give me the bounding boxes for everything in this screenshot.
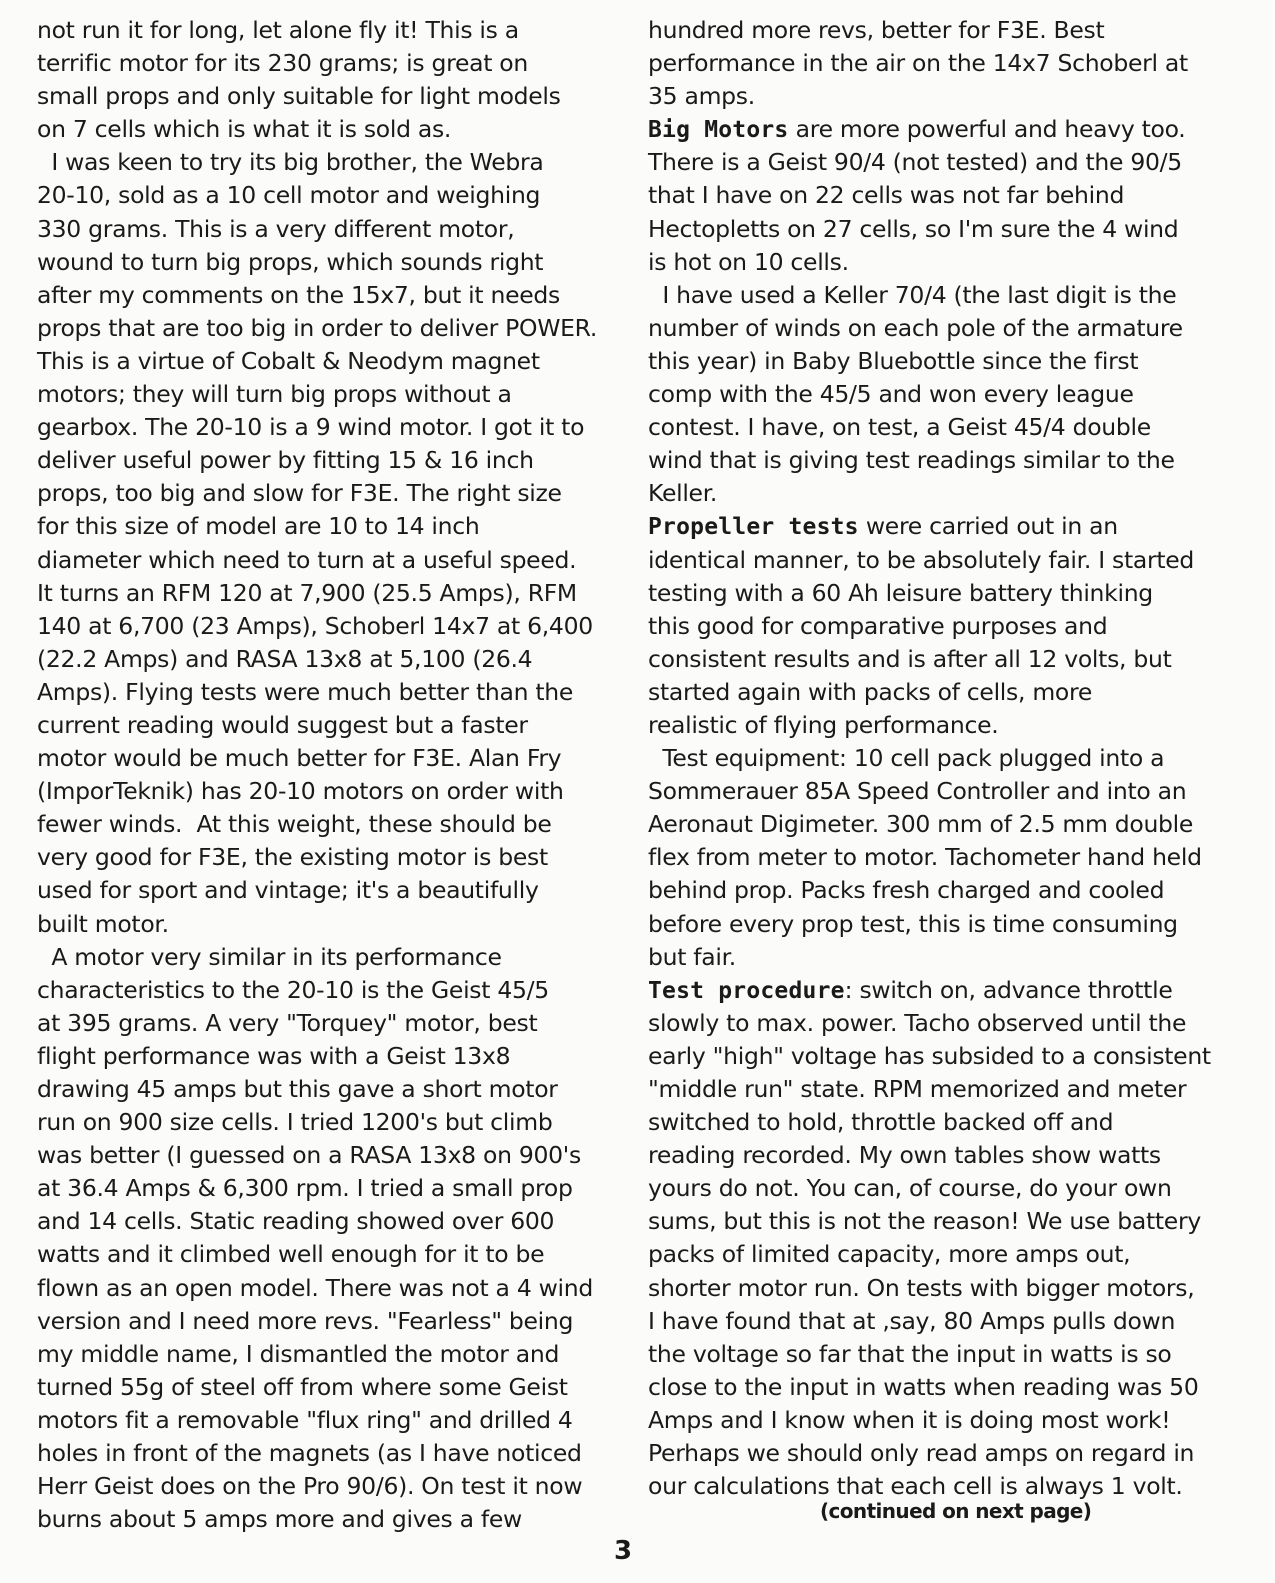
line-text: this good for comparative purposes and [648,611,1108,640]
text-line: and 14 cells. Static reading showed over 600 [37,1207,555,1236]
line-text: that I have on 22 cells was not far behind [648,181,1125,210]
left-column [37,14,612,1536]
line-text: are more powerful and heavy too. [788,115,1186,144]
text-line [648,477,1228,510]
text-line [648,808,1228,841]
line-text: Keller. [648,479,718,508]
text-line: props that are too big in order to deliver POWER. [37,313,598,342]
line-text: the voltage so far that the input in watts is so [648,1339,1172,1368]
text-line [648,742,1228,775]
line-text: reading recorded. My own tables show watts [648,1141,1161,1170]
text-line: motors fit a removable "flux ring" and drilled 4 [37,1405,573,1434]
section-heading-line [648,113,1228,146]
line-text: testing with a 60 Ah leisure battery thinking [648,578,1153,607]
text-line: on 7 cells which is what it is sold as. [37,115,452,144]
right-column [648,14,1228,1503]
text-line [648,941,1228,974]
text-line [648,47,1228,80]
line-text: realistic of flying performance. [648,710,999,739]
text-line: flight performance was with a Geist 13x8 [37,1041,511,1070]
line-text: but fair. [648,942,736,971]
text-line [648,544,1228,577]
text-line: version and I need more revs. "Fearless" being [37,1306,574,1335]
line-text: yours do not. You can, of course, do your own [648,1174,1172,1203]
text-line: not run it for long, let alone fly it! This is a [37,16,519,44]
text-line [648,643,1228,676]
text-line [648,378,1228,411]
text-line: at 395 grams. A very "Torquey" motor, best [37,1008,538,1037]
text-line [648,874,1228,907]
continued-note: (continued on next page) [820,1499,1092,1523]
text-line: This is a virtue of Cobalt & Neodym magnet [37,346,540,375]
line-text: close to the input in watts when reading was 50 [648,1372,1199,1401]
line-text: is hot on 10 cells. [648,247,849,276]
line-text: sums, but this is not the reason! We use battery [648,1207,1201,1236]
text-line [648,14,1228,47]
section-heading: Test procedure [648,977,845,1004]
line-text: comp with the 45/5 and won every league [648,380,1134,409]
line-text: flex from meter to motor. Tachometer hand held [648,843,1202,872]
text-line [648,312,1228,345]
text-line: after my comments on the 15x7, but it needs [37,280,560,309]
text-line [648,1338,1228,1371]
line-text: Perhaps we should only read amps on regard in [648,1439,1195,1468]
line-text: performance in the air on the 14x7 Schoberl at [648,49,1188,78]
text-line: 140 at 6,700 (23 Amps), Schoberl 14x7 at 6,400 [37,611,593,640]
line-text: hundred more revs, better for F3E. Best [648,16,1105,44]
text-line: A motor very similar in its performance [37,942,502,971]
line-text: Aeronaut Digimeter. 300 mm of 2.5 mm double [648,810,1194,839]
text-line: motors; they will turn big props without a [37,380,512,409]
text-line [648,676,1228,709]
text-line: watts and it climbed well enough for it to be [37,1240,545,1269]
text-line: 20-10, sold as a 10 cell motor and weighing [37,181,541,210]
page-number: 3 [614,1536,633,1566]
line-text: slowly to max. power. Tacho observed until the [648,1008,1187,1037]
text-line: props, too big and slow for F3E. The right size [37,479,562,508]
text-line [648,213,1228,246]
text-line [648,1305,1228,1338]
text-line [648,1404,1228,1437]
text-line: diameter which need to turn at a useful speed. [37,545,577,574]
text-line [648,775,1228,808]
text-line [648,610,1228,643]
line-text: number of winds on each pole of the armature [648,313,1183,342]
text-line: Amps). Flying tests were much better than the [37,677,573,706]
text-line [648,1040,1228,1073]
text-line [648,279,1228,312]
text-line [648,444,1228,477]
text-line: (22.2 Amps) and RASA 13x8 at 5,100 (26.4 [37,644,533,673]
text-line [648,1437,1228,1470]
text-line [648,1371,1228,1404]
text-line [648,577,1228,610]
text-line [648,1007,1228,1040]
line-text: consistent results and is after all 12 volts, but [648,644,1172,673]
text-line: my middle name, I dismantled the motor and [37,1339,560,1368]
text-line [648,841,1228,874]
text-line: run on 900 size cells. I tried 1200's but climb [37,1108,553,1137]
line-text: Test equipment: 10 cell pack plugged into a [648,744,1165,773]
text-line: deliver useful power by fitting 15 & 16 inch [37,446,534,475]
line-text: switched to hold, throttle backed off and [648,1108,1114,1137]
section-heading: Big Motors [648,117,789,144]
line-text: I have found that at ,say, 80 Amps pulls down [648,1306,1176,1335]
line-text: wind that is giving test readings similar to the [648,446,1175,475]
text-line [648,709,1228,742]
text-line [648,1139,1228,1172]
text-line [648,1106,1228,1139]
line-text: Amps and I know when it is doing most work! [648,1405,1171,1434]
text-line: flown as an open model. There was not a 4 wind [37,1273,593,1302]
text-line: built motor. [37,909,169,938]
text-line: terrific motor for its 230 grams; is great on [37,49,528,78]
text-line: turned 55g of steel off from where some Geist [37,1372,568,1401]
text-line [648,411,1228,444]
text-line [648,246,1228,279]
text-line: very good for F3E, the existing motor is best [37,843,548,872]
line-text: started again with packs of cells, more [648,677,1092,706]
text-line: Herr Geist does on the Pro 90/6). On test it now [37,1472,583,1501]
line-text: 35 amps. [648,82,755,111]
text-line: drawing 45 amps but this gave a short motor [37,1075,558,1103]
section-heading: Propeller tests [648,514,859,541]
text-line: at 36.4 Amps & 6,300 rpm. I tried a small prop [37,1174,573,1203]
text-line: wound to turn big props, which sounds right [37,247,544,276]
text-line: small props and only suitable for light models [37,82,561,111]
text-line: It turns an RFM 120 at 7,900 (25.5 Amps), RFM [37,578,577,607]
line-text: contest. I have, on test, a Geist 45/4 double [648,413,1151,442]
text-line: (ImporTeknik) has 20-10 motors on order with [37,777,564,806]
text-line [648,908,1228,941]
text-line [648,345,1228,378]
line-text: Hectopletts on 27 cells, so I'm sure the 4 wind [648,214,1179,243]
line-text: : switch on, advance throttle [844,975,1173,1004]
text-line: motor would be much better for F3E. Alan Fry [37,744,562,773]
text-line: 330 grams. This is a very different motor, [37,214,515,243]
line-text: shorter motor run. On tests with bigger motors, [648,1273,1195,1302]
text-line: characteristics to the 20-10 is the Geist 45/5 [37,975,549,1004]
text-line: I was keen to try its big brother, the Webra [37,148,544,177]
line-text: this year) in Baby Bluebottle since the first [648,346,1139,375]
text-line: current reading would suggest but a faster [37,710,528,739]
line-text: "middle run" state. RPM memorized and meter [648,1075,1187,1103]
text-line [648,146,1228,179]
line-text: our calculations that each cell is always 1 volt. [648,1472,1183,1501]
text-line: used for sport and vintage; it's a beautifully [37,876,539,905]
line-text: identical manner, to be absolutely fair. I started [648,545,1195,574]
text-line [648,1238,1228,1271]
text-line [648,179,1228,212]
text-line: holes in front of the magnets (as I have noticed [37,1439,582,1468]
text-line [648,1073,1228,1106]
text-line [648,1272,1228,1305]
text-line [648,1205,1228,1238]
section-heading-line [648,510,1228,543]
text-line: burns about 5 amps more and gives a few [37,1505,522,1534]
text-line: fewer winds. At this weight, these should be [37,810,552,839]
line-text: behind prop. Packs fresh charged and cooled [648,876,1165,905]
line-text: I have used a Keller 70/4 (the last digit is the [648,280,1177,309]
line-text: were carried out in an [858,512,1118,541]
text-line: for this size of model are 10 to 14 inch [37,512,480,541]
text-line [648,80,1228,113]
text-line: was better (I guessed on a RASA 13x8 on 900's [37,1141,581,1170]
section-heading-line [648,974,1228,1007]
line-text: early "high" voltage has subsided to a consistent [648,1041,1211,1070]
text-line: gearbox. The 20-10 is a 9 wind motor. I got it to [37,413,585,442]
line-text: before every prop test, this is time consuming [648,909,1178,938]
text-line [648,1172,1228,1205]
line-text: There is a Geist 90/4 (not tested) and the 90/5 [648,148,1182,177]
line-text: packs of limited capacity, more amps out, [648,1240,1131,1269]
line-text: Sommerauer 85A Speed Controller and into an [648,777,1187,806]
